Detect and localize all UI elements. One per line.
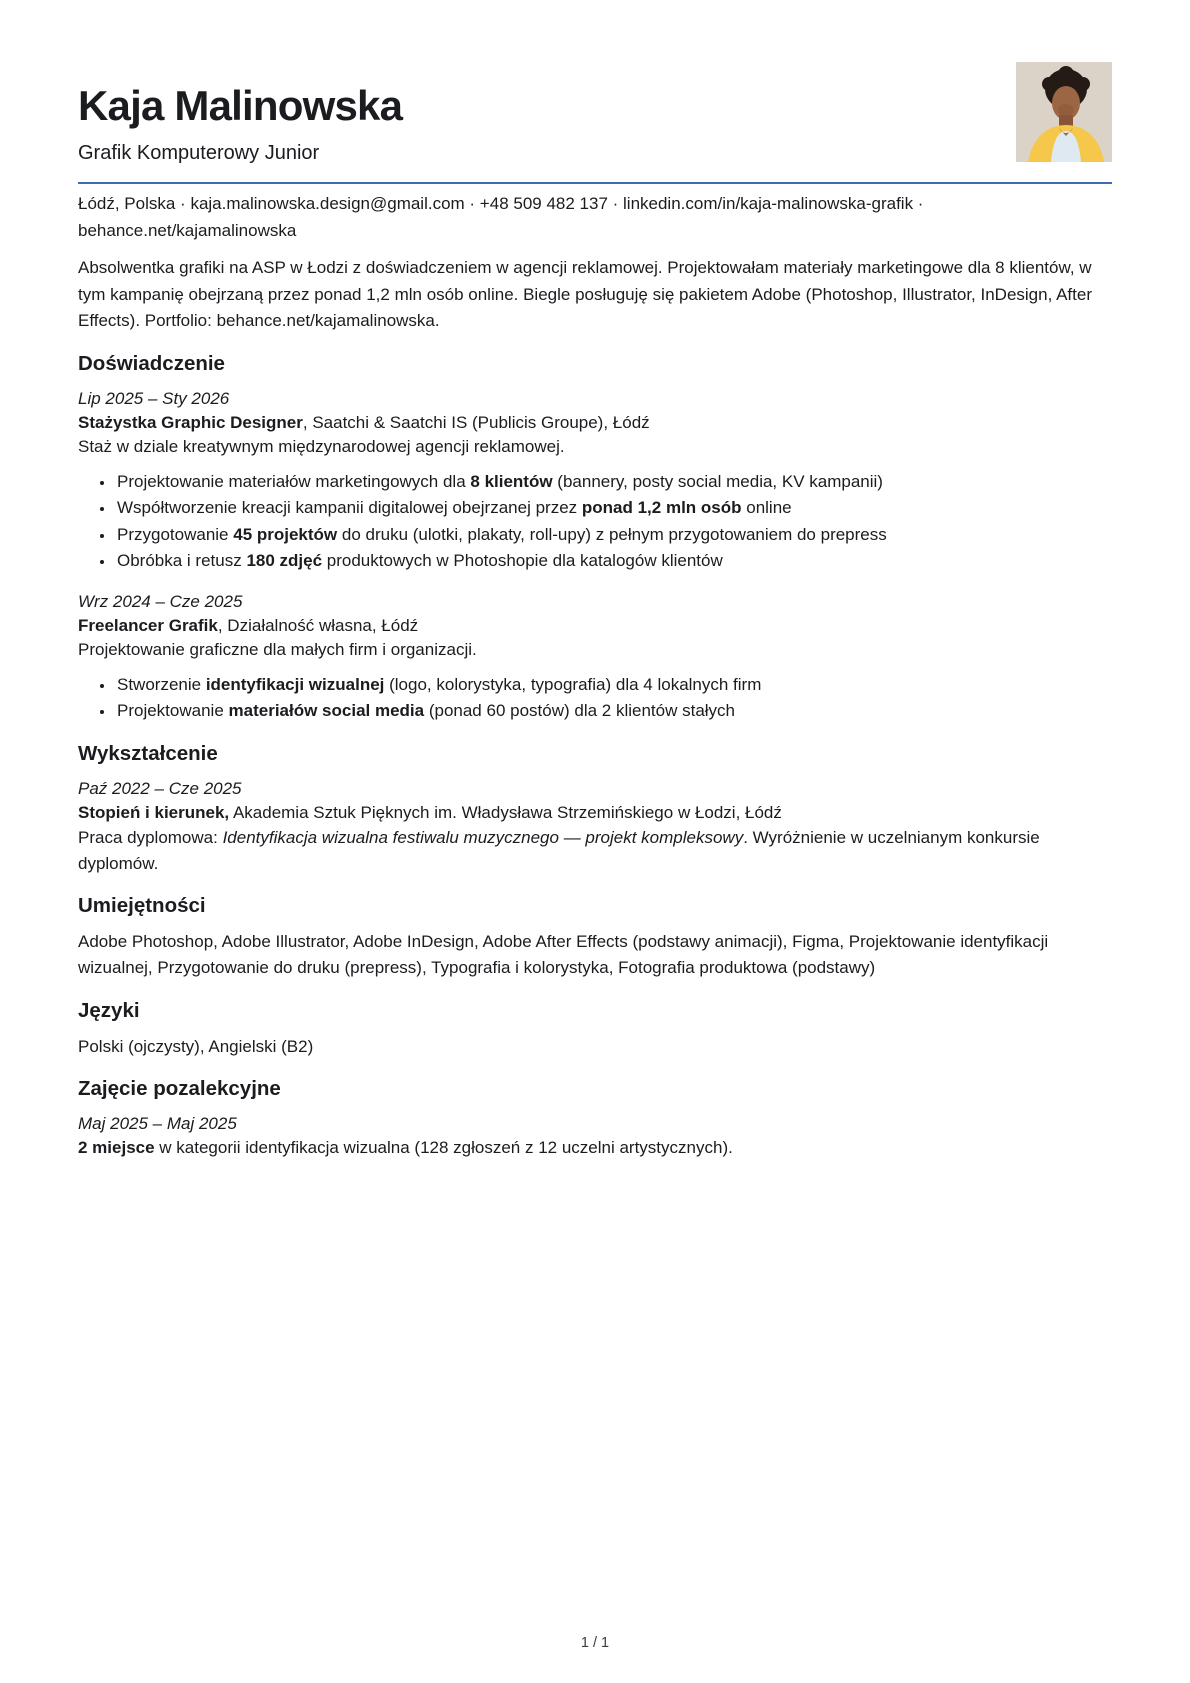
degree-line bbox=[78, 801, 1112, 825]
entry-dates: Lip 2025 – Sty 2026 bbox=[78, 388, 230, 408]
award-line bbox=[78, 1136, 1112, 1160]
job-title: Grafik Komputerowy Junior bbox=[78, 142, 320, 165]
bullet-list bbox=[78, 469, 1112, 575]
bullet-text-pre: Projektowanie bbox=[117, 701, 229, 721]
entry-company: , Działalność własna, Łódź bbox=[217, 615, 419, 635]
thesis-note: . Wyróżnienie w uczelnianym konkursie dyplomów. bbox=[78, 827, 1040, 873]
bullet-text-bold: materiałów social media bbox=[228, 701, 425, 721]
thesis-line bbox=[78, 825, 1112, 877]
bullet-text-bold: 180 zdjęć bbox=[246, 551, 323, 571]
header-divider bbox=[78, 182, 1112, 184]
bullet-text-pre: Stworzenie bbox=[117, 674, 206, 694]
skills-text: Adobe Photoshop, Adobe Illustrator, Adobe InDesign, Adobe After Effects (podstawy animacji), Figma, Projektowanie identyfikacji wizualnej, Przygotowanie do druku (prepress), Typografia i kolorystyka, Fotografia produktowa (podstawy) bbox=[78, 931, 1049, 978]
bullet-text-post: (ponad 60 postów) dla 2 klientów stałych bbox=[424, 701, 736, 721]
experience-section bbox=[78, 387, 1112, 725]
person-name: Kaja Malinowska bbox=[78, 82, 403, 129]
bullet-text-bold: identyfikacji wizualnej bbox=[205, 674, 385, 694]
profile-photo bbox=[1016, 62, 1112, 162]
summary-paragraph: Absolwentka grafiki na ASP w Łodzi z doświadczeniem w agencji reklamowej. Projektowałam materiały marketingowe dla 8 klientów, w tym kampanię obejrzaną przez ponad 1,2 mln osób online. Biegle posługuję się pakietem Adobe (Photoshop, Illustrator, InDesign, After Effects). Portfolio: behance.net/kajamalinowska. bbox=[78, 258, 1092, 331]
bullet-text-pre: Projektowanie materiałów marketingowych dla bbox=[117, 471, 471, 491]
section-heading-experience: Doświadczenie bbox=[78, 351, 225, 375]
entry-role: Stażystka Graphic Designer bbox=[78, 412, 303, 432]
bullet-text-post: (bannery, posty social media, KV kampanii) bbox=[552, 471, 883, 491]
education-section bbox=[78, 777, 1112, 877]
bullet-text-post: (logo, kolorystyka, typografia) dla 4 lokalnych firm bbox=[384, 674, 762, 694]
entry-dates: Paź 2022 – Cze 2025 bbox=[78, 778, 242, 798]
entry-dates: Maj 2025 – Maj 2025 bbox=[78, 1114, 237, 1134]
entry-title bbox=[78, 411, 1112, 435]
bullet-text-pre: Obróbka i retusz bbox=[117, 551, 247, 571]
bullet-item bbox=[115, 698, 1112, 725]
section-heading-activities: Zajęcie pozalekcyjne bbox=[78, 1077, 281, 1101]
section-heading-education: Wykształcenie bbox=[78, 741, 218, 765]
entry-description: Projektowanie graficzne dla małych firm i organizacji. bbox=[78, 639, 477, 659]
activity-entry bbox=[78, 1112, 1112, 1160]
bullet-item bbox=[115, 672, 1112, 699]
entry-company: , Saatchi & Saatchi IS (Publicis Groupe), Łódź bbox=[302, 412, 650, 432]
activities-section bbox=[78, 1112, 1112, 1160]
bullet-item bbox=[115, 522, 1112, 549]
bullet-item bbox=[115, 469, 1112, 496]
profile-photo-image bbox=[1016, 62, 1112, 162]
bullet-item bbox=[115, 548, 1112, 575]
bullet-item bbox=[115, 495, 1112, 522]
education-entry bbox=[78, 777, 1112, 877]
section-heading-languages: Języki bbox=[78, 998, 140, 1022]
bullet-list bbox=[78, 672, 1112, 725]
entry-dates: Wrz 2024 – Cze 2025 bbox=[78, 591, 243, 611]
entry-description: Staż w dziale kreatywnym międzynarodowej agencji reklamowej. bbox=[78, 436, 565, 456]
section-heading-skills: Umiejętności bbox=[78, 893, 206, 917]
entry-role: Freelancer Grafik bbox=[78, 615, 218, 635]
bullet-text-pre: Współtworzenie kreacji kampanii digitalowej obejrzanej przez bbox=[117, 498, 582, 518]
bullet-text-pre: Przygotowanie bbox=[117, 524, 234, 544]
header-text-block bbox=[78, 62, 1016, 166]
bullet-text-bold: ponad 1,2 mln osób bbox=[581, 498, 742, 518]
thesis-label: Praca dyplomowa: bbox=[78, 827, 223, 847]
contact-line: Łódź, Polska · kaja.malinowska.design@gmail.com · +48 509 482 137 · linkedin.com/in/kaja-malinowska-grafik · behance.net/kajamalinowska bbox=[78, 194, 924, 240]
degree-label: Stopień i kierunek, bbox=[78, 802, 230, 822]
header bbox=[78, 62, 1112, 166]
thesis-title: Identyfikacja wizualna festiwalu muzycznego — projekt kompleksowy bbox=[222, 827, 744, 847]
languages-text: Polski (ojczysty), Angielski (B2) bbox=[78, 1036, 314, 1056]
experience-entry-2 bbox=[78, 590, 1112, 725]
experience-entry-1 bbox=[78, 387, 1112, 575]
award-place: 2 miejsce bbox=[78, 1138, 155, 1158]
entry-title bbox=[78, 614, 1112, 638]
bullet-text-post: online bbox=[741, 498, 792, 518]
bullet-text-bold: 8 klientów bbox=[470, 471, 553, 491]
degree-school: Akademia Sztuk Pięknych im. Władysława Strzemińskiego w Łodzi, Łódź bbox=[229, 802, 782, 822]
page-number: 1 / 1 bbox=[580, 1635, 610, 1651]
award-detail: w kategorii identyfikacja wizualna (128 zgłoszeń z 12 uczelni artystycznych). bbox=[154, 1138, 733, 1158]
bullet-text-post: produktowych w Photoshopie dla katalogów klientów bbox=[322, 551, 723, 571]
bullet-text-post: do druku (ulotki, plakaty, roll-upy) z pełnym przygotowaniem do prepress bbox=[337, 524, 887, 544]
bullet-text-bold: 45 projektów bbox=[233, 524, 338, 544]
